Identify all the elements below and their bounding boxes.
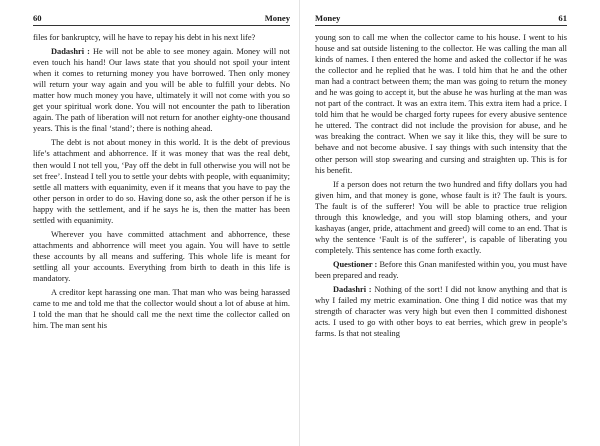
right-page-number: 61 [558, 13, 567, 23]
right-paragraph-1 [315, 32, 567, 176]
paragraph-text: A creditor kept harassing one man. That man who was being harassed came to me and told me that the collector would shout a lot of abuse at him. I told the man that he should call me the next time the collector called on him. The man sent his [33, 288, 290, 331]
speaker-label: Dadashri : [51, 47, 90, 57]
paragraph-text: files for bankruptcy, will he have to repay his debt in his next life? [33, 33, 256, 42]
left-paragraph-3 [33, 137, 290, 225]
paragraph-text: Nothing of the sort! I did not know anything and that is why I failed my metric examination. One thing I did notice was that my strength of character was very high but even then I committed dishonest acts. I used to go with other boys to eat berries, which grew in people’s farms. Is that not stealing [315, 285, 567, 339]
paragraph-text: If a person does not return the two hundred and fifty dollars you had given him, and that money is gone, whose fault is it? The fault is yours. The fault is of the sufferer! You will be able to practice true religion through this knowledge, and you will stop blaming others, and your kashayas (anger, pride, attachment and greed) will come to an end. That is why the sentence ‘Fault is of the sufferer’, is capable of liberating you completely. This sentence has come forth exactly. [315, 179, 567, 255]
paragraph-text: He will not be able to see money again. Money will not even touch his hand! Our laws state that you should not spoil your intent when it comes to returning money you have borrowed. Then only money will return your way again and you will be able to fulfill your debts. No matter how much money you have, ultimately it will not come with you so get your spiritual work done. You will not encounter the path to liberation again. The path of liberation will not return for another eighty-one thousand years. This is the final ‘stand’; there is nothing ahead. [33, 47, 290, 134]
right-page-body [315, 32, 567, 339]
right-paragraph-3 [315, 259, 567, 281]
paragraph-text: young son to call me when the collector came to his house. I went to his house and sat outside listening to the collector. He was calling the man all kinds of names. I then entered the home and asked the collector if he was the collector and he replied that he was. I told him that he and the other man had a contract between them; the man was going to return the money and he was going to accept it, but the abuse he was hurling at the man was not part of the contract. It was an extra item. This extra item had a price. I told him that he would be charged forty rupees for every abusive sentence he uttered. The contract did not include the provision for abuse, and he was breaking the contract. When we say it like this, they will be sure to behave and not become abusive. I say things with such intensity that the other person will stop swearing and cursing and straighten up. This is for his benefit. [315, 33, 567, 175]
left-paragraph-4 [33, 229, 290, 284]
right-paragraph-4 [315, 284, 567, 339]
left-page-body [33, 32, 290, 331]
paragraph-text: Wherever you have committed attachment and abhorrence, these attachments and abhorrence will meet you again. You will have to settle these accounts by all means and suffering. This whole life is meant for settling all your accounts. Everything from birth to death in this life is mandatory. [33, 229, 290, 283]
right-page-header [315, 7, 567, 26]
right-paragraph-2 [315, 179, 567, 256]
right-running-title: Money [315, 13, 341, 23]
speaker-label: Dadashri : [333, 285, 372, 295]
speaker-label: Questioner : [333, 259, 378, 269]
left-paragraph-1 [33, 32, 290, 43]
left-paragraph-2 [33, 46, 290, 134]
left-page-header [33, 7, 290, 26]
right-page [300, 0, 600, 446]
paragraph-text: Before this Gnan manifested within you, you must have been prepared and ready. [315, 259, 567, 280]
paragraph-text: The debt is not about money in this world. It is the debt of previous life’s attachment and abhorrence. If it was money that was the real debt, then would I not tell you, ‘Pay off the debt in full otherwise you will not be set free’. Instead I tell you to settle your debts with people, with equanimity; settle all matters with equanimity, even if it means that you have to pay the other person in order to do so. Having done so, ask the other person if he is happy with the settlement, and if he says he is, then the matter has been settled with equanimity. [33, 138, 290, 225]
left-paragraph-5 [33, 287, 290, 331]
left-running-title: Money [264, 13, 290, 23]
left-page-number: 60 [33, 13, 42, 23]
